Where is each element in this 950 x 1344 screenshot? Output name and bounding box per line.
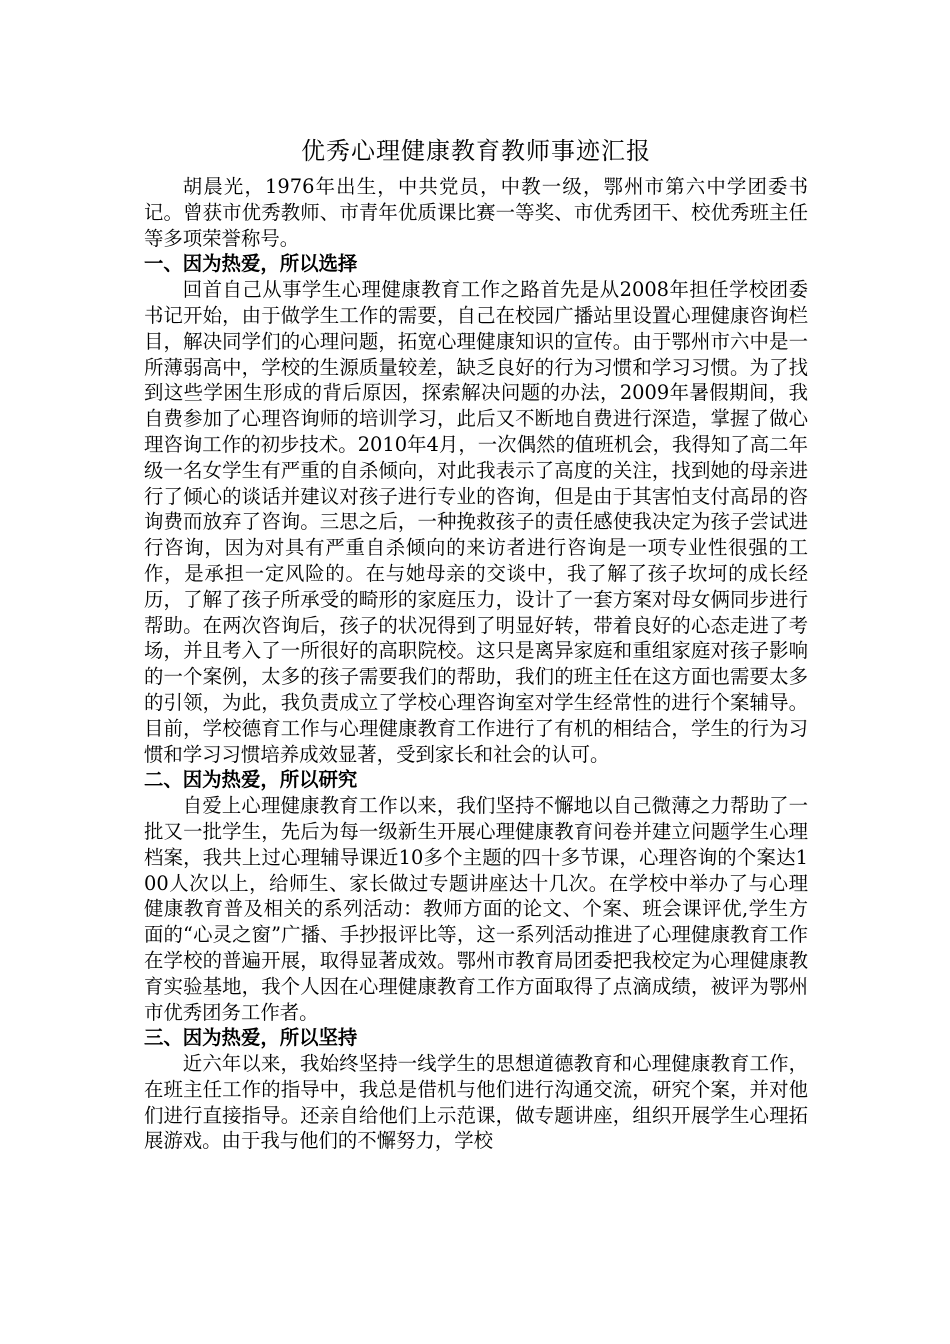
section-3 <box>144 1025 808 1154</box>
section-heading: 二、因为热爱，所以研究 <box>144 768 358 792</box>
section-body: 回首自己从事学生心理健康教育工作之路首先是从2008年担任学校团委书记开始，由于做学生工作的需要，自己在校园广播站里设置心理健康咨询栏目，解决同学们的心理问题，拓宽心理健康知识的宣传。由于鄂州市六中是一所薄弱高中，学校的生源质量较差，缺乏良好的行为习惯和学习习惯。为了找到这些学困生形成的背后原因，探索解决问题的办法，2009年暑假期间，我自费参加了心理咨询师的培训学习，此后又不断地自费进行深造，掌握了做心理咨询工作的初步技术。2010年4月，一次偶然的值班机会，我得知了高二年级一名女学生有严重的自杀倾向，对此我表示了高度的关注，找到她的母亲进行了倾心的谈话并建议对孩子进行专业的咨询，但是由于其害怕支付高昂的咨询费而放弃了咨询。三思之后，一种挽救孩子的责任感使我决定为孩子尝试进行咨询，因为对具有严重自杀倾向的来访者进行咨询是一项专业性很强的工作，是承担一定风险的。在与她母亲的交谈中，我了解了孩子坎坷的成长经历，了解了孩子所承受的畸形的家庭压力，设计了一套方案对母女俩同步进行帮助。在两次咨询后，孩子的状况得到了明显好转，带着良好的心态走进了考场，并且考入了一所很好的高职院校。这只是离异家庭和重组家庭对孩子影响的一个案例，太多的孩子需要我们的帮助，我们的班主任在这方面也需要太多的引领，为此，我负责成立了学校心理咨询室对学生经常性的进行个案辅导。目前，学校德育工作与心理健康教育工作进行了有机的相结合，学生的行为习惯和学习习惯培养成效显著，受到家长和社会的认可。 <box>144 278 808 766</box>
section-1 <box>144 251 808 767</box>
intro-paragraph: 胡晨光，1976年出生，中共党员，中教一级，鄂州市第六中学团委书记。曾获市优秀教师、市青年优质课比赛一等奖、市优秀团干、校优秀班主任等多项荣誉称号。 <box>144 175 808 250</box>
section-heading: 一、因为热爱，所以选择 <box>144 252 358 276</box>
document-page <box>144 132 808 1154</box>
document-title: 优秀心理健康教育教师事迹汇报 <box>301 137 651 165</box>
section-body: 近六年以来，我始终坚持一线学生的思想道德教育和心理健康教育工作，在班主任工作的指导中，我总是借机与他们进行沟通交流，研究个案，并对他们进行直接指导。还亲自给他们上示范课，做专题讲座，组织开展学生心理拓展游戏。由于我与他们的不懈努力，学校 <box>144 1052 808 1153</box>
section-2 <box>144 767 808 1025</box>
section-body: 自爱上心理健康教育工作以来，我们坚持不懈地以自己微薄之力帮助了一批又一批学生，先后为每一级新生开展心理健康教育问卷并建立问题学生心理档案，我共上过心理辅导课近10多个主题的四十多节课，心理咨询的个案达100人次以上，给师生、家长做过专题讲座达十几次。在学校中举办了与心理健康教育普及相关的系列活动：教师方面的论文、个案、班会课评优,学生方面的“心灵之窗”广播、手抄报评比等，这一系列活动推进了心理健康教育工作在学校的普遍开展，取得显著成效。鄂州市教育局团委把我校定为心理健康教育实验基地，我个人因在心理健康教育工作方面取得了点滴成绩，被评为鄂州市优秀团务工作者。 <box>144 794 808 1024</box>
section-heading: 三、因为热爱，所以坚持 <box>144 1026 358 1050</box>
